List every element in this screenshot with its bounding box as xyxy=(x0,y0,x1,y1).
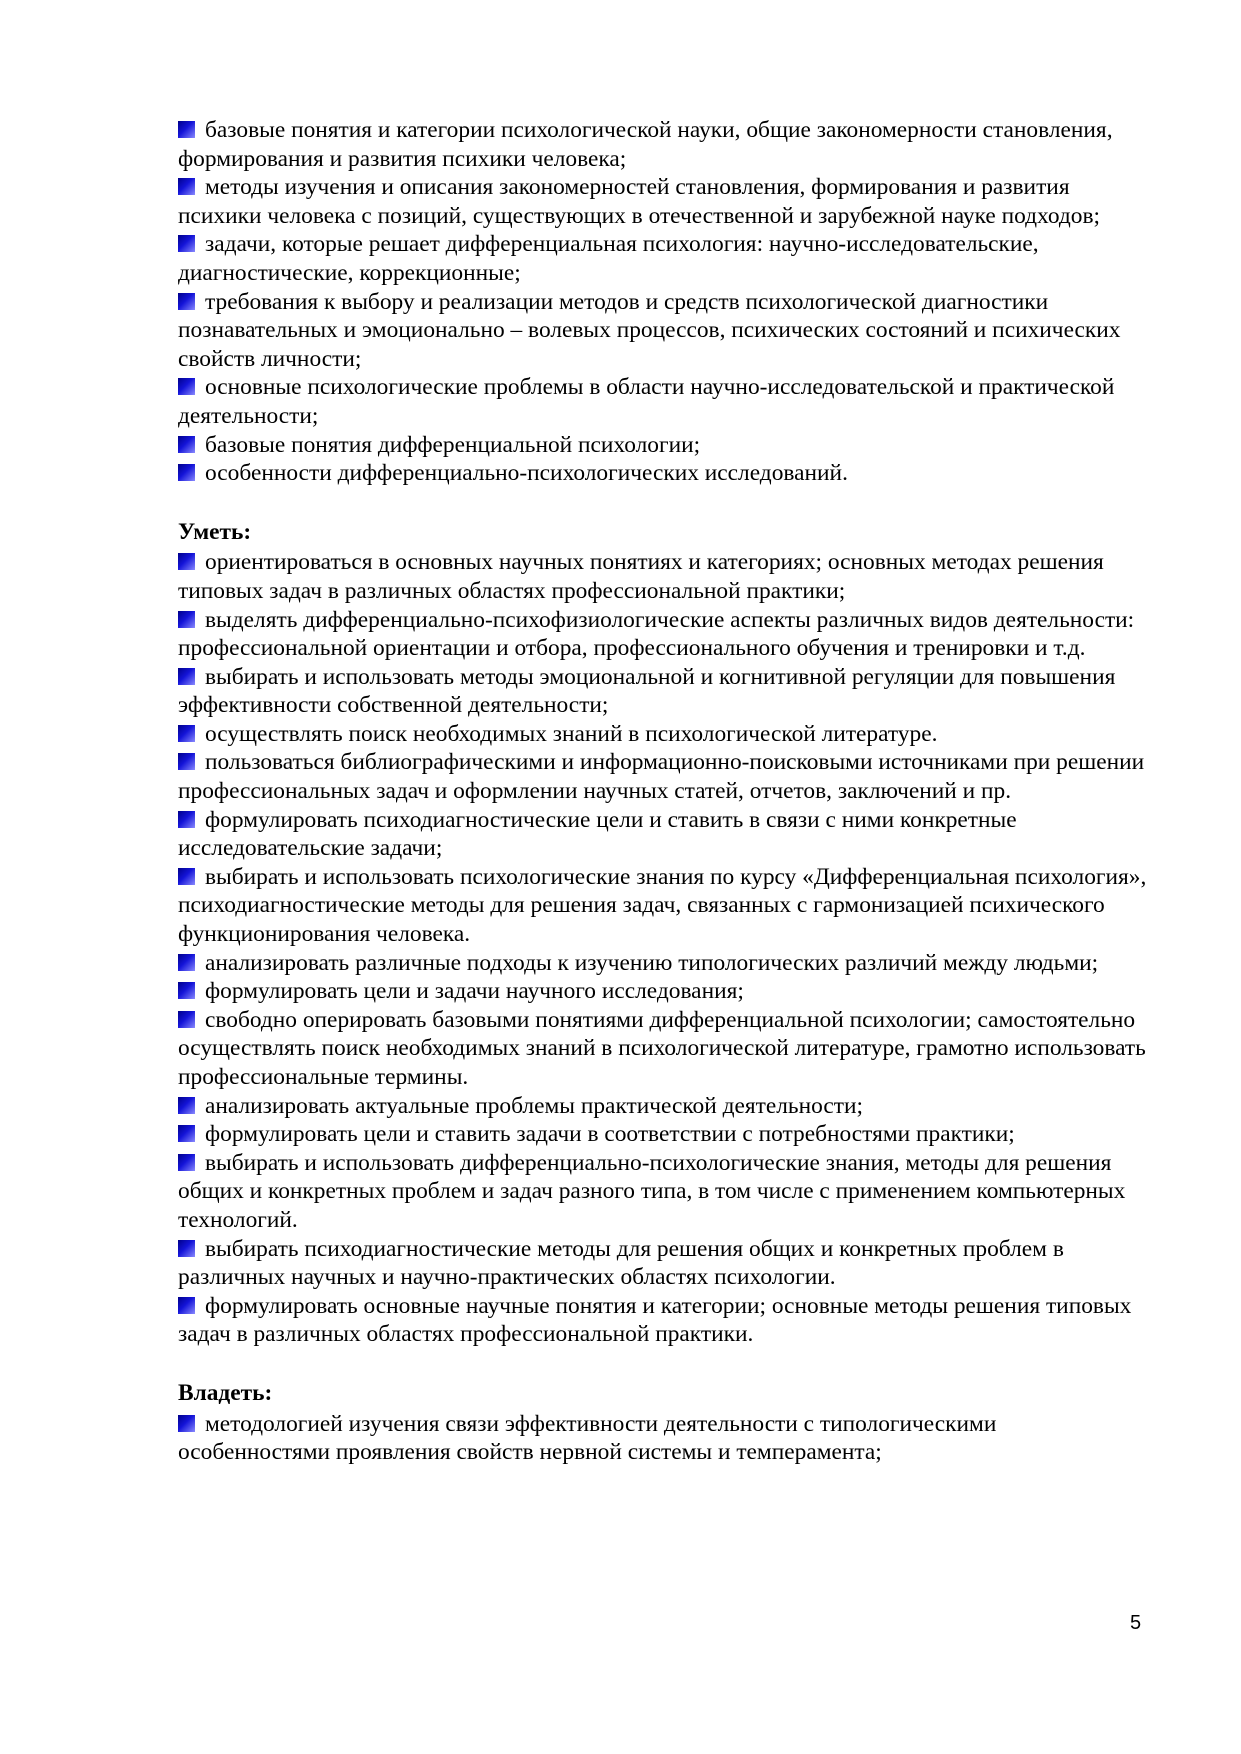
square-bullet-icon xyxy=(178,121,195,138)
square-bullet-icon xyxy=(178,611,195,628)
list-item xyxy=(178,606,1153,663)
list-item xyxy=(178,1235,1153,1292)
list-item xyxy=(178,1120,1153,1149)
list-item-text: методологией изучения связи эффективности деятельности с типологическими особенностями проявления свойств нервной системы и темперамента; xyxy=(178,1410,997,1466)
square-bullet-icon xyxy=(178,1415,195,1432)
square-bullet-icon xyxy=(178,668,195,685)
list-item xyxy=(178,663,1153,720)
list-item xyxy=(178,863,1153,949)
square-bullet-icon xyxy=(178,725,195,742)
list-item-text: свободно оперировать базовыми понятиями дифференциальной психологии; самостоятельно осуществлять поиск необходимых знаний в психологической литературе, грамотно использовать профессиональные термины. xyxy=(178,1006,1146,1090)
list-item-text: осуществлять поиск необходимых знаний в психологической литературе. xyxy=(205,720,938,747)
square-bullet-icon xyxy=(178,1297,195,1314)
square-bullet-icon xyxy=(178,378,195,395)
list-item xyxy=(178,1292,1153,1349)
list-item xyxy=(178,949,1153,978)
square-bullet-icon xyxy=(178,954,195,971)
list-item-text: основные психологические проблемы в области научно-исследовательской и практической деятельности; xyxy=(178,374,1115,429)
list-item xyxy=(178,230,1153,287)
skills-heading: Уметь: xyxy=(178,518,252,545)
square-bullet-icon xyxy=(178,753,195,770)
square-bullet-icon xyxy=(178,178,195,195)
square-bullet-icon xyxy=(178,293,195,310)
list-item xyxy=(178,977,1153,1006)
square-bullet-icon xyxy=(178,1097,195,1114)
page-content xyxy=(178,116,1153,1467)
list-item xyxy=(178,373,1153,430)
possess-heading: Владеть: xyxy=(178,1379,273,1406)
list-item xyxy=(178,748,1153,805)
list-item-text: пользоваться библиографическими и информационно-поисковыми источниками при решении профессиональных задач и оформлении научных статей, отчетов, заключений и пр. xyxy=(178,749,1145,805)
list-item xyxy=(178,1092,1153,1121)
list-item-text: ориентироваться в основных научных понятиях и категориях; основных методах решения типовых задач в различных областях профессиональной практики; xyxy=(178,549,1104,604)
list-item-text: анализировать различные подходы к изучению типологических различий между людьми; xyxy=(205,949,1099,976)
list-item xyxy=(178,806,1153,863)
square-bullet-icon xyxy=(178,235,195,252)
list-item-text: выбирать психодиагностические методы для решения общих и конкретных проблем в различных научных и научно-практических областях психологии. xyxy=(178,1235,1064,1291)
list-item-text: задачи, которые решает дифференциальная психология: научно-исследовательские, диагностические, коррекционные; xyxy=(178,231,1039,286)
square-bullet-icon xyxy=(178,1154,195,1171)
list-item xyxy=(178,1410,1153,1467)
list-item-text: выбирать и использовать методы эмоциональной и когнитивной регуляции для повышения эффективности собственной деятельности; xyxy=(178,663,1116,719)
list-item-text: базовые понятия дифференциальной психологии; xyxy=(205,431,701,458)
list-item xyxy=(178,288,1153,374)
list-item xyxy=(178,1149,1153,1235)
square-bullet-icon xyxy=(178,868,195,885)
know-list xyxy=(178,116,1153,488)
possess-list xyxy=(178,1410,1153,1467)
list-item xyxy=(178,1006,1153,1092)
list-item-text: требования к выбору и реализации методов и средств психологической диагностики познавательных и эмоционально – волевых процессов, психических состояний и психических свойств личности; xyxy=(178,288,1121,372)
list-item xyxy=(178,173,1153,230)
list-item-text: анализировать актуальные проблемы практической деятельности; xyxy=(205,1092,863,1119)
list-item xyxy=(178,548,1153,605)
page-number: 5 xyxy=(1130,1612,1142,1634)
list-item-text: формулировать основные научные понятия и категории; основные методы решения типовых задач в различных областях профессиональной практики. xyxy=(178,1292,1132,1348)
list-item xyxy=(178,720,1153,749)
skills-list xyxy=(178,548,1153,1349)
list-item xyxy=(178,459,1153,488)
list-item-text: особенности дифференциально-психологических исследований. xyxy=(205,460,848,487)
list-item-text: формулировать цели и задачи научного исследования; xyxy=(205,978,744,1005)
list-item-text: базовые понятия и категории психологической науки, общие закономерности становления, формирования и развития психики человека; xyxy=(178,117,1113,172)
list-item-text: формулировать психодиагностические цели и ставить в связи с ними конкретные исследовательские задачи; xyxy=(178,806,1017,862)
square-bullet-icon xyxy=(178,553,195,570)
list-item-text: выделять дифференциально-психофизиологические аспекты различных видов деятельности: профессиональной ориентации и отбора, профессионального обучения и тренировки и т.д. xyxy=(178,606,1135,662)
square-bullet-icon xyxy=(178,811,195,828)
square-bullet-icon xyxy=(178,464,195,481)
list-item-text: методы изучения и описания закономерностей становления, формирования и развития психики человека с позиций, существующих в отечественной и зарубежной науке подходов; xyxy=(178,174,1100,229)
list-item-text: формулировать цели и ставить задачи в соответствии с потребностями практики; xyxy=(205,1121,1015,1148)
square-bullet-icon xyxy=(178,1125,195,1142)
square-bullet-icon xyxy=(178,1011,195,1028)
square-bullet-icon xyxy=(178,436,195,453)
list-item-text: выбирать и использовать дифференциально-психологические знания, методы для решения общих и конкретных проблем и задач разного типа, в том числе с применением компьютерных технологий. xyxy=(178,1149,1126,1233)
square-bullet-icon xyxy=(178,1240,195,1257)
list-item xyxy=(178,431,1153,460)
square-bullet-icon xyxy=(178,982,195,999)
list-item-text: выбирать и использовать психологические знания по курсу «Дифференциальная психология», психодиагностические методы для решения задач, связанных с гармонизацией психического функционирования человека. xyxy=(178,863,1147,948)
list-item xyxy=(178,116,1153,173)
